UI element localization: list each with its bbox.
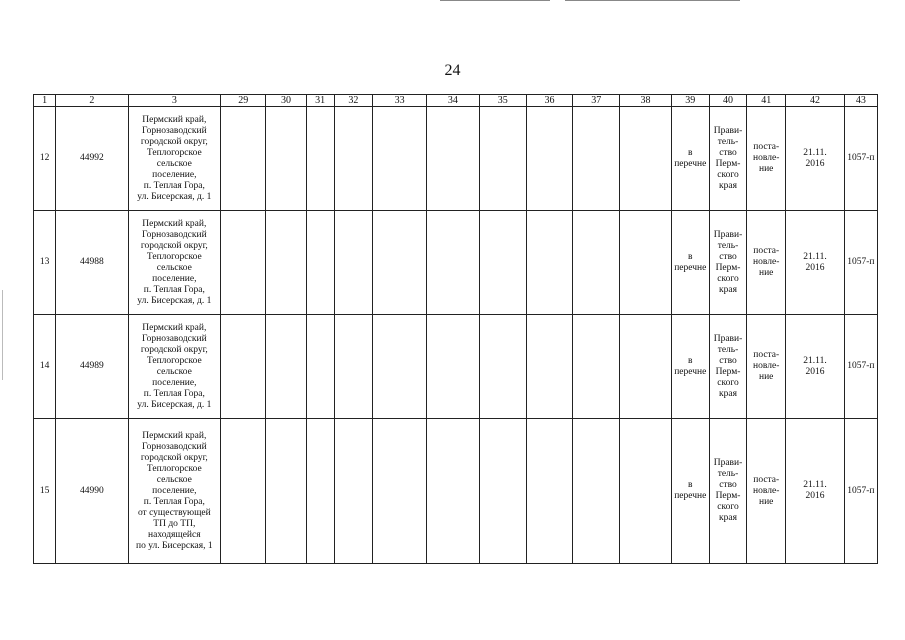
list-status: в перечне [671, 315, 709, 419]
empty-cell [573, 315, 620, 419]
empty-cell [479, 107, 526, 211]
empty-cell [306, 419, 334, 564]
empty-cell [479, 419, 526, 564]
document-date: 21.11. 2016 [786, 315, 844, 419]
empty-cell [372, 211, 426, 315]
empty-cell [526, 211, 572, 315]
empty-cell [526, 315, 572, 419]
empty-cell [620, 315, 671, 419]
empty-cell [479, 315, 526, 419]
document-type: поста- новле- ние [747, 315, 786, 419]
document-number: 1057-п [844, 419, 877, 564]
object-id: 44988 [56, 211, 128, 315]
object-id: 44989 [56, 315, 128, 419]
empty-cell [372, 315, 426, 419]
object-id: 44990 [56, 419, 128, 564]
column-header: 29 [221, 95, 266, 107]
empty-cell [266, 107, 306, 211]
table-row [34, 107, 878, 211]
empty-cell [306, 315, 334, 419]
document-type: поста- новле- ние [747, 211, 786, 315]
column-header: 37 [573, 95, 620, 107]
register-table [33, 94, 878, 564]
issuing-authority: Прави- тель- ство Перм- ского края [709, 419, 746, 564]
empty-cell [266, 211, 306, 315]
column-header: 32 [334, 95, 372, 107]
document-type: поста- новле- ние [747, 107, 786, 211]
column-header: 3 [128, 95, 221, 107]
empty-cell [427, 419, 479, 564]
column-header: 1 [34, 95, 56, 107]
column-header: 2 [56, 95, 128, 107]
column-header: 34 [427, 95, 479, 107]
empty-cell [334, 211, 372, 315]
object-address: Пермский край, Горнозаводский городской округ, Теплогорское сельское поселение, п. Теплая Гора, от существующей ТП до ТП, находящейся по ул. Бисерская, 1 [128, 419, 221, 564]
issuing-authority: Прави- тель- ство Перм- ского края [709, 211, 746, 315]
list-status: в перечне [671, 107, 709, 211]
header-row [34, 95, 878, 107]
column-header: 41 [747, 95, 786, 107]
empty-cell [221, 211, 266, 315]
column-header: 39 [671, 95, 709, 107]
empty-cell [526, 107, 572, 211]
empty-cell [221, 315, 266, 419]
empty-cell [620, 211, 671, 315]
empty-cell [427, 315, 479, 419]
column-header: 31 [306, 95, 334, 107]
empty-cell [334, 315, 372, 419]
document-date: 21.11. 2016 [786, 211, 844, 315]
column-header: 35 [479, 95, 526, 107]
empty-cell [372, 107, 426, 211]
empty-cell [573, 107, 620, 211]
row-number: 14 [34, 315, 56, 419]
empty-cell [573, 419, 620, 564]
empty-cell [620, 107, 671, 211]
empty-cell [427, 107, 479, 211]
column-header: 42 [786, 95, 844, 107]
document-date: 21.11. 2016 [786, 419, 844, 564]
empty-cell [427, 211, 479, 315]
table-row [34, 315, 878, 419]
top-rule-left [440, 0, 550, 1]
empty-cell [221, 419, 266, 564]
empty-cell [372, 419, 426, 564]
column-header: 36 [526, 95, 572, 107]
empty-cell [306, 211, 334, 315]
document-date: 21.11. 2016 [786, 107, 844, 211]
object-address: Пермский край, Горнозаводский городской округ, Теплогорское сельское поселение, п. Теплая Гора, ул. Бисерская, д. 1 [128, 107, 221, 211]
object-id: 44992 [56, 107, 128, 211]
empty-cell [620, 419, 671, 564]
column-header: 43 [844, 95, 877, 107]
empty-cell [266, 419, 306, 564]
empty-cell [573, 211, 620, 315]
column-header: 40 [709, 95, 746, 107]
empty-cell [266, 315, 306, 419]
empty-cell [221, 107, 266, 211]
empty-cell [526, 419, 572, 564]
issuing-authority: Прави- тель- ство Перм- ского края [709, 315, 746, 419]
empty-cell [334, 419, 372, 564]
page-number: 24 [444, 62, 461, 79]
column-header: 38 [620, 95, 671, 107]
object-address: Пермский край, Горнозаводский городской округ, Теплогорское сельское поселение, п. Теплая Гора, ул. Бисерская, д. 1 [128, 211, 221, 315]
document-number: 1057-п [844, 211, 877, 315]
top-rule-right [565, 0, 740, 1]
empty-cell [334, 107, 372, 211]
document-number: 1057-п [844, 107, 877, 211]
document-number: 1057-п [844, 315, 877, 419]
list-status: в перечне [671, 419, 709, 564]
issuing-authority: Прави- тель- ство Перм- ского края [709, 107, 746, 211]
row-number: 15 [34, 419, 56, 564]
list-status: в перечне [671, 211, 709, 315]
document-type: поста- новле- ние [747, 419, 786, 564]
empty-cell [479, 211, 526, 315]
empty-cell [306, 107, 334, 211]
row-number: 13 [34, 211, 56, 315]
row-number: 12 [34, 107, 56, 211]
column-header: 33 [372, 95, 426, 107]
table-row [34, 211, 878, 315]
object-address: Пермский край, Горнозаводский городской округ, Теплогорское сельское поселение, п. Теплая Гора, ул. Бисерская, д. 1 [128, 315, 221, 419]
margin-mark [2, 290, 3, 380]
table-row [34, 419, 878, 564]
column-header: 30 [266, 95, 306, 107]
